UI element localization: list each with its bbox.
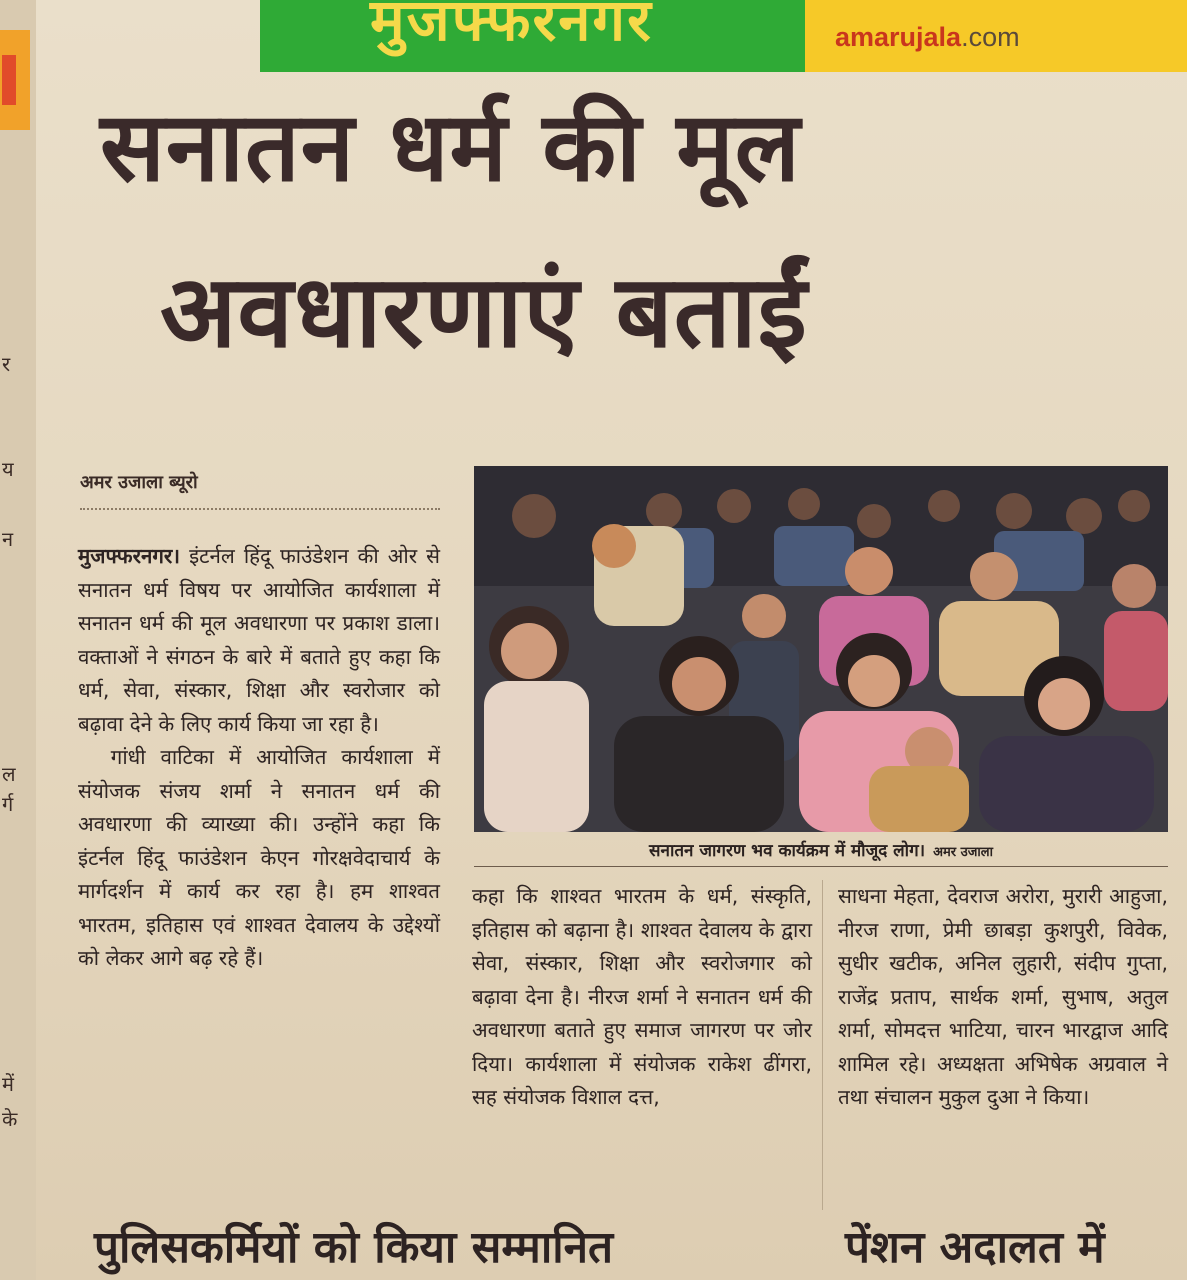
- headline-line-2: अवधारणाएं बताईं: [160, 253, 808, 370]
- column-divider: [822, 880, 823, 1210]
- website-tld: .com: [961, 22, 1020, 52]
- adjacent-page-red-mark: [2, 55, 16, 105]
- byline: अमर उजाला ब्यूरो: [80, 470, 440, 510]
- dateline: मुजफ्फरनगर।: [78, 544, 181, 568]
- event-photo: [474, 466, 1168, 832]
- next-article-headline-right: पेंशन अदालत में: [845, 1222, 1105, 1273]
- adjacent-text-fragment: य: [2, 457, 14, 481]
- caption-divider: [474, 866, 1168, 867]
- article-column-2: [472, 880, 812, 1115]
- adjacent-text-fragment: ल: [2, 762, 16, 786]
- headline-line-1: सनातन धर्म की मूल: [100, 91, 801, 203]
- article-column-1: [78, 540, 440, 976]
- article-paragraph-2: गांधी वाटिका में आयोजित कार्यशाला में संयोजक संजय शर्मा ने सनातन धर्म की अवधारणा की व्याख्या की। उन्होंने कहा कि इंटर्नल हिंदू फाउंडेशन केएन गोरक्षवेदाचार्य के मार्गदर्शन में कार्य कर रहा है। हम शाश्वत भारतम, इतिहास एवं शाश्वत देवालय के उद्देश्यों को लेकर आगे बढ़ रहे हैं।: [78, 745, 440, 970]
- photo-caption: [474, 838, 1168, 861]
- adjacent-text-fragment: में: [2, 1072, 14, 1096]
- website-main: amarujala: [835, 22, 962, 52]
- next-article-headline-left: पुलिसकर्मियों को किया सम्मानित: [94, 1222, 614, 1273]
- section-name: मुजफ्फरनगर: [370, 0, 653, 54]
- paragraph-1-text: इंटर्नल हिंदू फाउंडेशन की ओर से सनातन धर्म विषय पर आयोजित कार्यशाला में सनातन धर्म की मूल अवधारणा पर प्रकाश डाला। वक्ताओं ने संगठन के बारे में बताते हुए कहा कि धर्म, सेवा, संस्कार, शिक्षा और स्वरोजार को बढ़ावा देने के लिए कार्य किया जा रहा है।: [78, 544, 440, 736]
- photo-caption-text: सनातन जागरण भव कार्यक्रम में मौजूद लोग।: [649, 841, 926, 861]
- adjacent-text-fragment: न: [2, 527, 14, 551]
- adjacent-text-fragment: र्ग: [2, 792, 14, 816]
- website-label: [835, 22, 1020, 53]
- section-masthead: [260, 0, 805, 72]
- article-column-3: [838, 880, 1168, 1115]
- adjacent-page-strip: [0, 0, 37, 1280]
- audience-photo-illustration: [474, 466, 1168, 832]
- article-column-2-text: कहा कि शाश्वत भारतम के धर्म, संस्कृति, इतिहास को बढ़ाना है। शाश्वत देवालय के द्वारा सेवा, संस्कार, शिक्षा और स्वरोजगार को बढ़ावा देना है। नीरज शर्मा ने सनातन धर्म की अवधारणा बताते हुए समाज जागरण पर जोर दिया। कार्यशाला में संयोजक राकेश ढींगरा, सह संयोजक विशाल दत्त,: [472, 884, 812, 1109]
- photo-credit: अमर उजाला: [933, 845, 993, 860]
- article-paragraph-1: [78, 540, 440, 741]
- article-column-3-text: साधना मेहता, देवराज अरोरा, मुरारी आहुजा, नीरज राणा, प्रेमी छाबड़ा कुशपुरी, विवेक, सुधीर खटीक, अनिल लुहारी, संदीप गुप्ता, राजेंद्र प्रताप, सार्थक शर्मा, सुभाष, अतुल शर्मा, सोमदत्त भाटिया, चारन भारद्वाज आदि शामिल रहे। अध्यक्षता अभिषेक अग्रवाल ने तथा संचालन मुकुल दुआ ने किया।: [838, 884, 1168, 1109]
- adjacent-text-fragment: र: [2, 352, 11, 376]
- adjacent-text-fragment: के: [2, 1107, 18, 1131]
- site-masthead: [805, 0, 1187, 72]
